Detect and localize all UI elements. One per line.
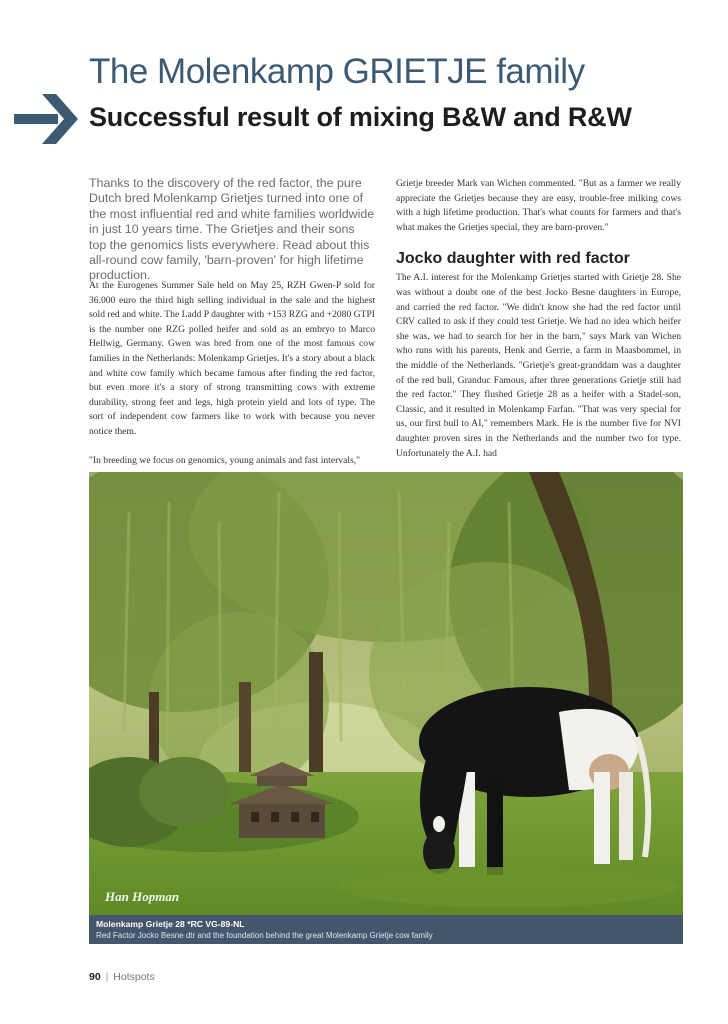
article-subtitle: Successful result of mixing B&W and R&W [89,102,632,132]
footer-separator: | [105,971,109,983]
left-quote: "In breeding we focus on genomics, young animals and fast intervals," [89,454,361,466]
page-footer [89,971,155,983]
right-arrow-icon [14,94,78,144]
article-title: The Molenkamp GRIETJE family [89,52,585,91]
footer-section: Hotspots [113,971,155,983]
section-paragraph: The A.I. interest for the Molenkamp Grietjes started with Grietje 28. She was without a doubt one of the best Jocko Besne daughters in Europe, and carried the red factor. "We didn't know she had the red factor until CRV called to ask if they could test Grietje. We had no idea which heifer she was, we had to search for her in the barn," says Mark van Wichen who runs with his parents, Henk and Gerrie, a farm in Maasbommel, in the middle of the Netherlands. "Grietje's great-granddam was a daughter of the red bull, Granduc Famous, after three generations Grietje still had the red factor." They flushed Grietje 28 as a heifer with a Stadel-son, Classic, and it resulted in Molenkamp Farfan. "That was very special for us, our first bull to AI," remembers Mark. He is the number five for NVI daughter proven sires in the Netherlands and the number two for type. Unfortunately the A.I. had [396,272,681,459]
photo-caption-bar [89,915,683,944]
article-intro: Thanks to the discovery of the red factor, the pure Dutch bred Molenkamp Grietjes turned into one of the most influential red and white families worldwide in just 10 years time. The Grietjes and their sons top the genomics lists everywhere. Read about this all-round cow family, 'barn-proven' for high lifetime production. [89,176,375,283]
cow-photo-illustration [89,472,683,915]
right-paragraph: Grietje breeder Mark van Wichen commented. "But as a farmer we really appreciate the Grietjes because they are easy, trouble-free milking cows with a high lifetime production. That's what counts for farmers and that's what makes the Grietjes special, they are barn-proven." [396,178,681,233]
caption-title: Molenkamp Grietje 28 *RC VG-89-NL [96,919,245,929]
left-paragraph: At the Eurogenes Summer Sale held on May 25, RZH Gwen-P sold for 36.000 euro the third high selling individual in the sale and the highest sold red and white. The Ladd P daughter with +153 RZG and +2080 GTPI is the number one RZG polled heifer and sold as an embryo to Marco Hellwig, Germany. Gwen was bred from one of the most famous cow families in the Netherlands: Molenkamp Grietjes. It's a story about a black and white cow family which became famous after finding the red factor, but even more it's a story of strong transmitting cows with extreme durability, strong feet and legs, high protein yield and lots of type. The sort of independent cow farmers like to work with because you never notice them. [89,280,375,437]
caption-text: Red Factor Jocko Besne dtr and the foundation behind the great Molenkamp Grietje cow family [96,931,433,940]
right-column [396,177,681,461]
photo-credit: Han Hopman [105,889,180,904]
left-column [89,279,375,468]
page-number: 90 [89,971,101,983]
section-heading: Jocko daughter with red factor [396,250,630,268]
cow-photo [89,472,683,915]
